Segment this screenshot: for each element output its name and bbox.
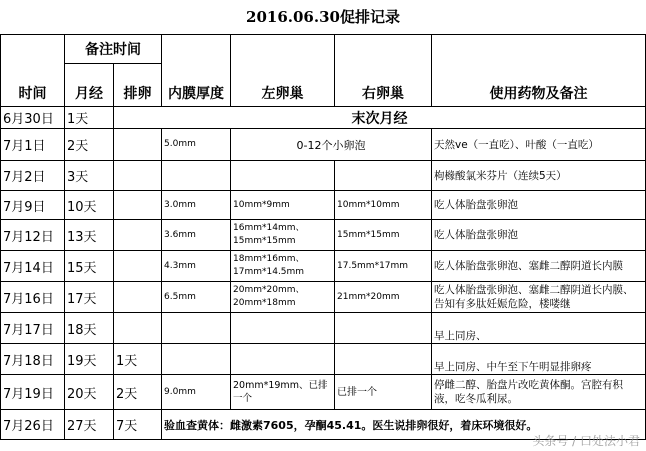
watermark: 头条号 / 口处法小君 <box>532 434 640 448</box>
ovulation-record-table <box>0 34 646 440</box>
date-cell: 7月17日 <box>1 313 65 344</box>
menstruation-cell: 3天 <box>65 161 114 191</box>
menstruation-cell: 19天 <box>65 344 114 375</box>
date-cell: 7月19日 <box>1 375 65 410</box>
left-ovary-cell: 18mm*16mm、17mm*14.5mm <box>231 251 335 282</box>
ovulation-cell: 7天 <box>114 410 162 440</box>
left-ovary-cell <box>231 161 335 191</box>
ovulation-cell <box>114 282 162 313</box>
right-ovary-cell: 21mm*20mm <box>335 282 432 313</box>
page-title: 2016.06.30促排记录 <box>246 8 400 26</box>
ovulation-cell <box>114 129 162 161</box>
medication-cell: 吃人体胎盘张卵泡 <box>432 220 646 251</box>
table-row <box>1 344 646 375</box>
blood-test-note: 验血查黄体：雌激素7605，孕酮45.41。医生说排卵很好，着床环境很好。 <box>162 410 646 440</box>
endometrium-cell <box>162 313 231 344</box>
date-cell: 7月9日 <box>1 191 65 220</box>
menstruation-cell: 15天 <box>65 251 114 282</box>
endometrium-cell: 4.3mm <box>162 251 231 282</box>
endometrium-cell: 3.6mm <box>162 220 231 251</box>
header-menstruation: 月经 <box>65 64 114 107</box>
menstruation-cell: 13天 <box>65 220 114 251</box>
table-row <box>1 129 646 161</box>
medication-cell: 吃人体胎盘张卵泡 <box>432 191 646 220</box>
table-row <box>1 220 646 251</box>
left-ovary-cell: 10mm*9mm <box>231 191 335 220</box>
right-ovary-cell <box>335 344 432 375</box>
endometrium-cell <box>162 344 231 375</box>
table-row <box>1 282 646 313</box>
ovulation-cell <box>114 220 162 251</box>
table-row <box>1 161 646 191</box>
right-ovary-cell <box>335 313 432 344</box>
medication-cell: 天然ve（一直吃）、叶酸（一直吃） <box>432 129 646 161</box>
medication-cell: 早上同房、中午至下午明显排卵疼 <box>432 344 646 375</box>
header-time: 时间 <box>1 35 65 107</box>
ovulation-cell: 2天 <box>114 375 162 410</box>
ovulation-cell <box>114 191 162 220</box>
date-cell: 7月14日 <box>1 251 65 282</box>
ovulation-cell <box>114 251 162 282</box>
medication-cell: 早上同房、 <box>432 313 646 344</box>
endometrium-cell: 9.0mm <box>162 375 231 410</box>
medication-cell: 吃人体胎盘张卵泡、塞雌二醇阴道长内膜、告知有多肽妊娠危险，楼喽继 <box>432 282 646 313</box>
table-row <box>1 107 646 129</box>
endometrium-cell <box>162 161 231 191</box>
date-cell: 7月2日 <box>1 161 65 191</box>
right-ovary-cell <box>335 161 432 191</box>
header-medication: 使用药物及备注 <box>432 35 646 107</box>
header-ovulation: 排卵 <box>114 64 162 107</box>
ovulation-cell: 1天 <box>114 344 162 375</box>
left-ovary-cell: 20mm*20mm、20mm*18mm <box>231 282 335 313</box>
menstruation-cell: 10天 <box>65 191 114 220</box>
header-left-ovary: 左卵巢 <box>231 35 335 107</box>
date-cell: 7月1日 <box>1 129 65 161</box>
table-row <box>1 191 646 220</box>
right-ovary-cell: 已排一个 <box>335 375 432 410</box>
endometrium-cell: 3.0mm <box>162 191 231 220</box>
header-right-ovary: 右卵巢 <box>335 35 432 107</box>
date-cell: 7月12日 <box>1 220 65 251</box>
left-ovary-cell <box>231 344 335 375</box>
header-endometrium: 内膜厚度 <box>162 35 231 107</box>
ovulation-cell <box>114 313 162 344</box>
right-ovary-cell: 10mm*10mm <box>335 191 432 220</box>
menstruation-cell: 27天 <box>65 410 114 440</box>
left-ovary-cell: 20mm*19mm、已排一个 <box>231 375 335 410</box>
right-ovary-cell: 15mm*15mm <box>335 220 432 251</box>
right-ovary-cell: 17.5mm*17mm <box>335 251 432 282</box>
menstruation-cell: 1天 <box>65 107 114 129</box>
table-row <box>1 313 646 344</box>
medication-cell: 吃人体胎盘张卵泡、塞雌二醇阴道长内膜 <box>432 251 646 282</box>
menstruation-cell: 20天 <box>65 375 114 410</box>
menstruation-cell: 18天 <box>65 313 114 344</box>
table-row <box>1 375 646 410</box>
ovulation-cell <box>114 161 162 191</box>
medication-cell: 枸橼酸氯米芬片（连续5天） <box>432 161 646 191</box>
endometrium-cell: 5.0mm <box>162 129 231 161</box>
last-period-label: 末次月经 <box>114 107 646 129</box>
menstruation-cell: 2天 <box>65 129 114 161</box>
follicle-cell: 0-12个小卵泡 <box>231 129 432 161</box>
date-cell: 7月26日 <box>1 410 65 440</box>
table-row <box>1 251 646 282</box>
endometrium-cell: 6.5mm <box>162 282 231 313</box>
header-remarks-time: 备注时间 <box>65 35 162 64</box>
medication-cell: 停雌二醇、胎盘片改吃黄体酮。宫腔有积液，吃冬瓜利尿。 <box>432 375 646 410</box>
date-cell: 7月16日 <box>1 282 65 313</box>
date-cell: 7月18日 <box>1 344 65 375</box>
left-ovary-cell <box>231 313 335 344</box>
left-ovary-cell: 16mm*14mm、15mm*15mm <box>231 220 335 251</box>
menstruation-cell: 17天 <box>65 282 114 313</box>
date-cell: 6月30日 <box>1 107 65 129</box>
